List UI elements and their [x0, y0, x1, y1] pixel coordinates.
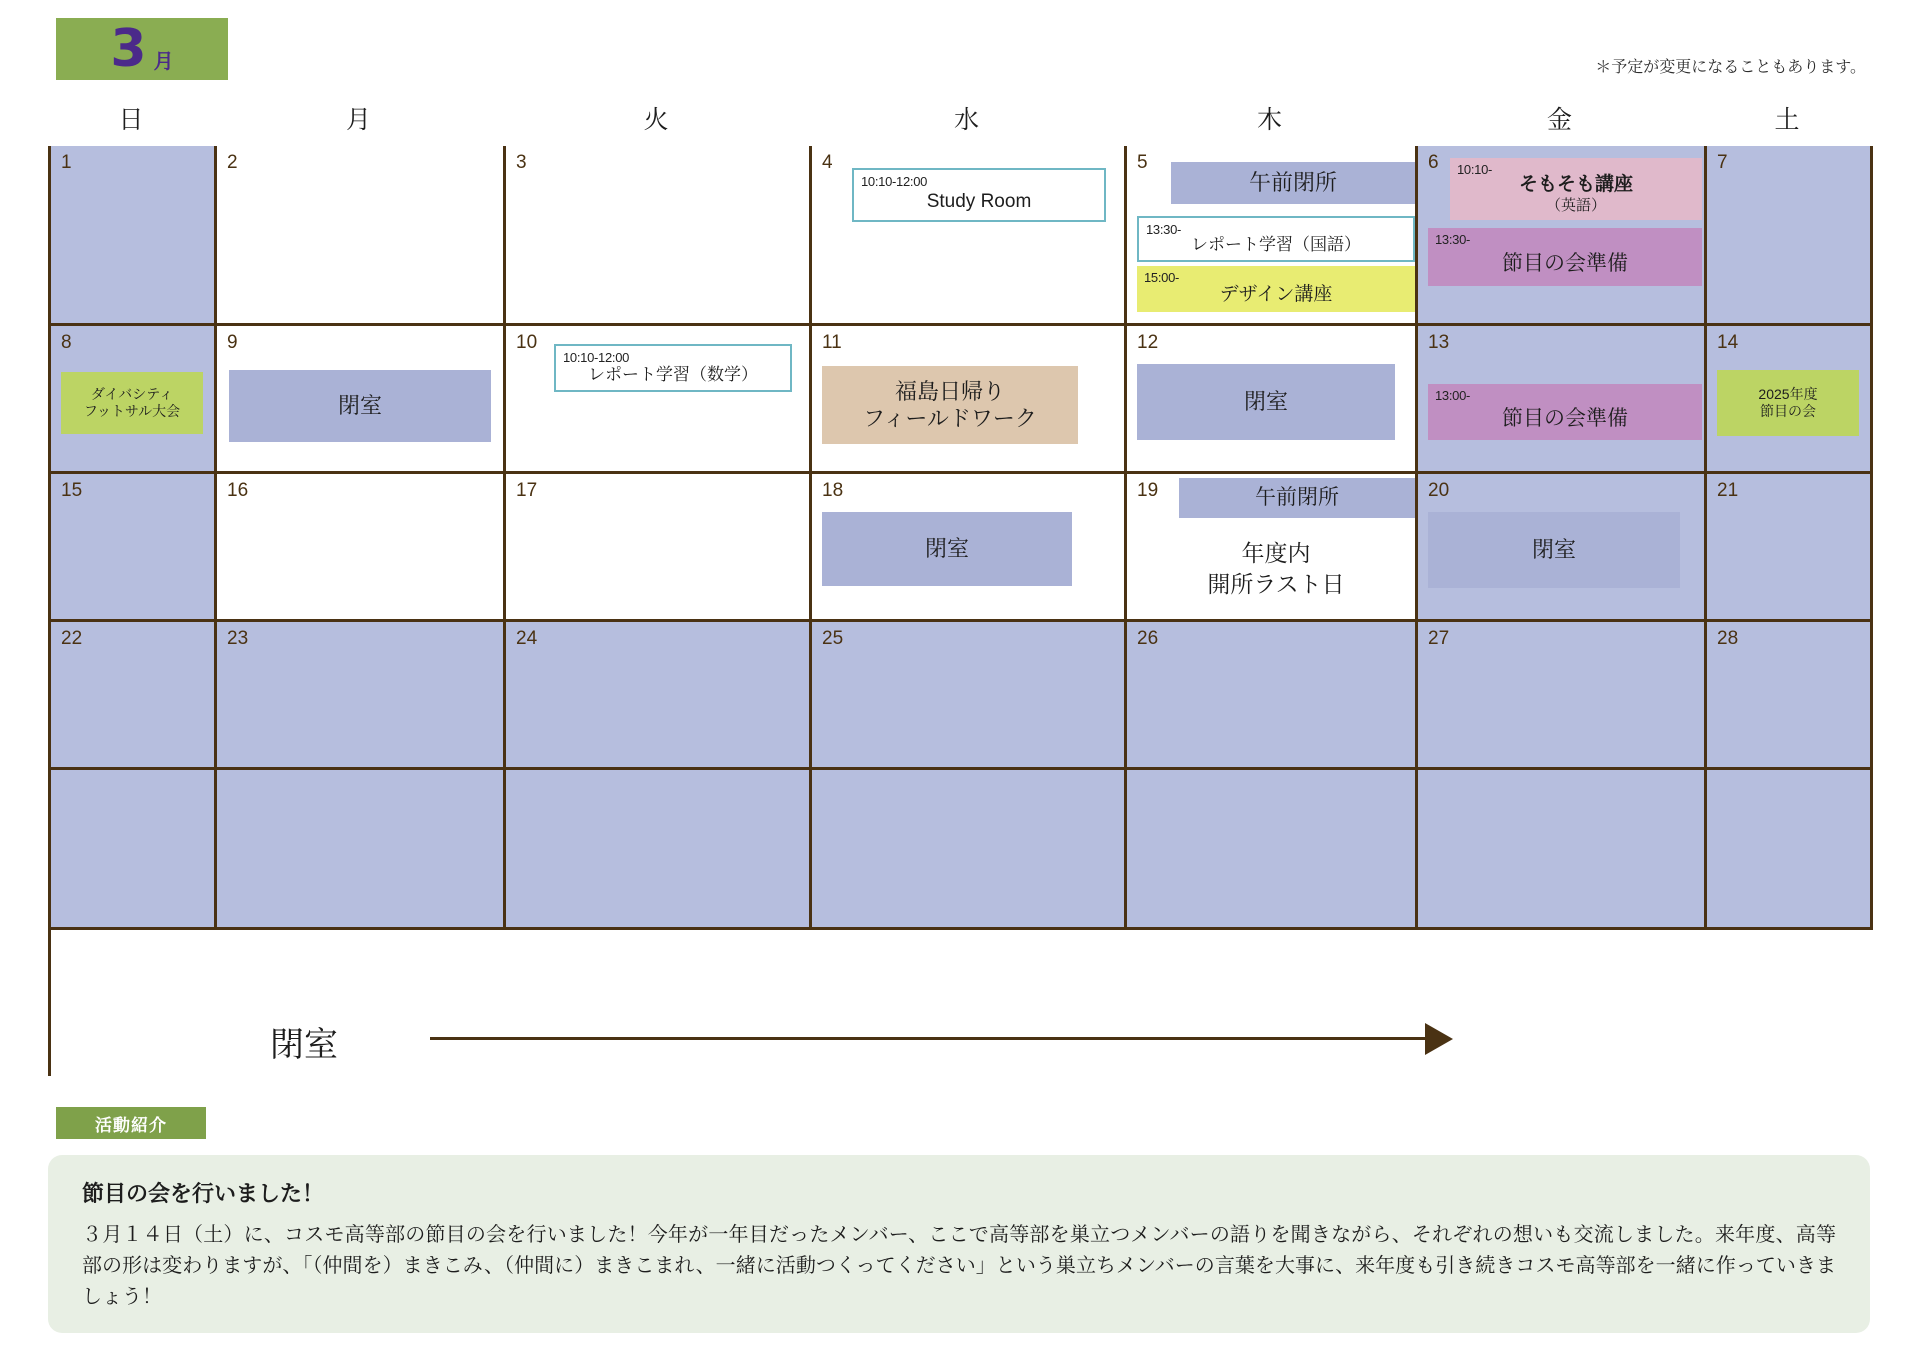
weekday-fri: 金: [1546, 106, 1572, 134]
day-number: 22: [61, 628, 83, 649]
event-label: そもそも講座: [1518, 173, 1633, 195]
event-label: 閉室: [924, 536, 969, 562]
long-closed-arrow-head-icon: [1425, 1023, 1453, 1055]
event-label-line2: フットサル大会: [83, 403, 181, 419]
day-number: 25: [822, 628, 844, 649]
day-cell-19[interactable]: [1127, 474, 1418, 622]
day-cell-empty-6: [1418, 770, 1707, 930]
event-closed[interactable]: [1428, 512, 1680, 588]
event-label-line2: 開所ラスト日: [1207, 571, 1345, 597]
day-number: 18: [822, 480, 844, 501]
activity-title: 節目の会を行いました！: [82, 1181, 325, 1206]
event-fushime-prep[interactable]: [1428, 384, 1702, 440]
day-number: 27: [1428, 628, 1450, 649]
day-number: 9: [227, 332, 238, 353]
day-cell-28[interactable]: [1707, 622, 1873, 770]
day-number: 19: [1137, 480, 1159, 501]
event-diversity-futsal[interactable]: [61, 372, 203, 434]
event-label-line1: ダイバシティ: [90, 385, 174, 402]
day-number: 4: [822, 152, 833, 173]
day-cell-11[interactable]: [812, 326, 1127, 474]
event-label: 閉室: [1531, 537, 1576, 563]
month-badge: [56, 18, 228, 80]
day-cell-5[interactable]: [1127, 146, 1418, 326]
day-number: 21: [1717, 480, 1739, 501]
day-cell-14[interactable]: [1707, 326, 1873, 474]
day-cell-8[interactable]: [51, 326, 217, 474]
weekday-sun: 日: [118, 106, 144, 134]
event-label-line1: 福島日帰り: [894, 378, 1005, 404]
event-report-study-japanese[interactable]: [1137, 216, 1415, 262]
event-somosomo-lecture[interactable]: [1450, 158, 1702, 220]
day-number: 12: [1137, 332, 1159, 353]
day-number: 28: [1717, 628, 1739, 649]
event-label: 節目の会準備: [1502, 406, 1628, 430]
day-number: 14: [1717, 332, 1739, 353]
day-cell-empty-2: [217, 770, 506, 930]
day-cell-2[interactable]: [217, 146, 506, 326]
event-label-line1: 2025年度: [1758, 385, 1818, 402]
weekday-mon: 月: [345, 106, 371, 134]
day-cell-27[interactable]: [1418, 622, 1707, 770]
activity-body: ３月１４日（土）に、コスモ高等部の節目の会を行いました！今年が一年目だったメンバー、ここで高等部を巣立つメンバーの語りを聞きながら、それぞれの想いも交流しました。来年度、高等部の形は変わりますが、「（仲間を）まきこみ、（仲間に）まきこまれ、一緒に活動つくってください」という巣立ちメンバーの言葉を大事に、来年度も引き続きコスモ高等部を一緒に作っていきましょう！: [82, 1224, 1836, 1308]
day-number: 5: [1137, 152, 1148, 173]
day-cell-21[interactable]: [1707, 474, 1873, 622]
day-number: 17: [516, 480, 538, 501]
event-label: Study Room: [926, 191, 1032, 213]
day-cell-22[interactable]: [51, 622, 217, 770]
day-number: 20: [1428, 480, 1450, 501]
event-fushime-prep[interactable]: [1428, 228, 1702, 286]
day-number: 13: [1428, 332, 1450, 353]
event-time: 13:00-: [1435, 388, 1471, 403]
event-morning-closed[interactable]: [1179, 478, 1415, 518]
event-label-line1: 年度内: [1241, 539, 1311, 566]
day-cell-16[interactable]: [217, 474, 506, 622]
event-label-line2: 節目の会: [1760, 403, 1816, 419]
weekday-tue: 火: [643, 106, 669, 134]
weekday-sat: 土: [1774, 106, 1800, 134]
event-label: 閉室: [1243, 389, 1288, 415]
day-number: 10: [516, 332, 538, 353]
event-last-open-day: [1137, 526, 1415, 612]
day-number: 15: [61, 480, 83, 501]
event-fukushima-fieldwork[interactable]: [822, 366, 1078, 444]
page-header: [56, 18, 1866, 80]
day-cell-empty-7: [1707, 770, 1873, 930]
weekday-thu: 木: [1256, 106, 1282, 134]
day-number: 1: [61, 152, 72, 173]
day-cell-7[interactable]: [1707, 146, 1873, 326]
event-study-room[interactable]: [852, 168, 1106, 222]
event-fushime-meeting[interactable]: [1717, 370, 1859, 436]
calendar-grid: [48, 146, 1873, 1076]
day-number: 16: [227, 480, 249, 501]
day-cell-20[interactable]: [1418, 474, 1707, 622]
event-design-lecture[interactable]: [1137, 266, 1415, 312]
event-label: 午前閉所: [1248, 170, 1337, 196]
day-number: 23: [227, 628, 249, 649]
event-time: 13:30-: [1435, 232, 1471, 247]
event-label: 節目の会準備: [1502, 251, 1628, 275]
event-time: 10:10-12:00: [861, 174, 928, 189]
activity-intro-badge: 活動紹介: [56, 1107, 206, 1139]
day-number: 7: [1717, 152, 1728, 173]
day-cell-18[interactable]: [812, 474, 1127, 622]
day-cell-17[interactable]: [506, 474, 812, 622]
day-cell-12[interactable]: [1127, 326, 1418, 474]
event-time: 10:10-12:00: [563, 350, 630, 365]
day-cell-15[interactable]: [51, 474, 217, 622]
day-cell-empty-5: [1127, 770, 1418, 930]
day-cell-26[interactable]: [1127, 622, 1418, 770]
day-number: 11: [822, 332, 842, 353]
event-time: 15:00-: [1144, 270, 1180, 285]
event-time: 13:30-: [1146, 222, 1182, 237]
day-cell-13[interactable]: [1418, 326, 1707, 474]
weekday-header-row: [48, 96, 1870, 149]
day-cell-25[interactable]: [812, 622, 1127, 770]
day-number: 26: [1137, 628, 1159, 649]
schedule-change-note: ＊予定が変更になることもあります。: [1595, 59, 1866, 76]
day-cell-empty-3: [506, 770, 812, 930]
day-cell-6[interactable]: [1418, 146, 1707, 326]
event-label: デザイン講座: [1219, 284, 1333, 306]
month-number: 3: [110, 19, 148, 79]
event-sublabel: （英語）: [1545, 196, 1606, 214]
day-number: 24: [516, 628, 538, 649]
day-cell-9[interactable]: [217, 326, 506, 474]
event-time: 10:10-: [1457, 162, 1493, 177]
event-long-closed-label: 閉室: [270, 1026, 338, 1064]
event-label-line2: フィールドワーク: [863, 406, 1037, 431]
day-cell-3[interactable]: [506, 146, 812, 326]
day-cell-24[interactable]: [506, 622, 812, 770]
month-kanji: 月: [153, 51, 174, 73]
day-number: 3: [516, 152, 527, 173]
event-report-study-math[interactable]: [554, 344, 792, 392]
event-closed[interactable]: [1137, 364, 1395, 440]
weekday-wed: 水: [953, 106, 979, 134]
day-cell-1[interactable]: [51, 146, 217, 326]
day-number: 2: [227, 152, 238, 173]
event-label: レポート学習（国語）: [1191, 235, 1361, 255]
event-label: 閉室: [337, 393, 382, 419]
event-morning-closed[interactable]: [1171, 162, 1415, 204]
long-closed-arrow-line: [430, 1037, 1430, 1040]
day-number: 8: [61, 332, 72, 353]
event-closed[interactable]: [822, 512, 1072, 586]
event-closed[interactable]: [229, 370, 491, 442]
day-number: 6: [1428, 152, 1439, 173]
day-cell-10[interactable]: [506, 326, 812, 474]
day-cell-empty-1: [51, 770, 217, 930]
event-label: 午前閉所: [1255, 485, 1339, 509]
day-cell-empty-4: [812, 770, 1127, 930]
activity-intro-box: [48, 1155, 1870, 1333]
day-cell-4[interactable]: [812, 146, 1127, 326]
event-label: レポート学習（数学）: [588, 365, 758, 385]
day-cell-23[interactable]: [217, 622, 506, 770]
